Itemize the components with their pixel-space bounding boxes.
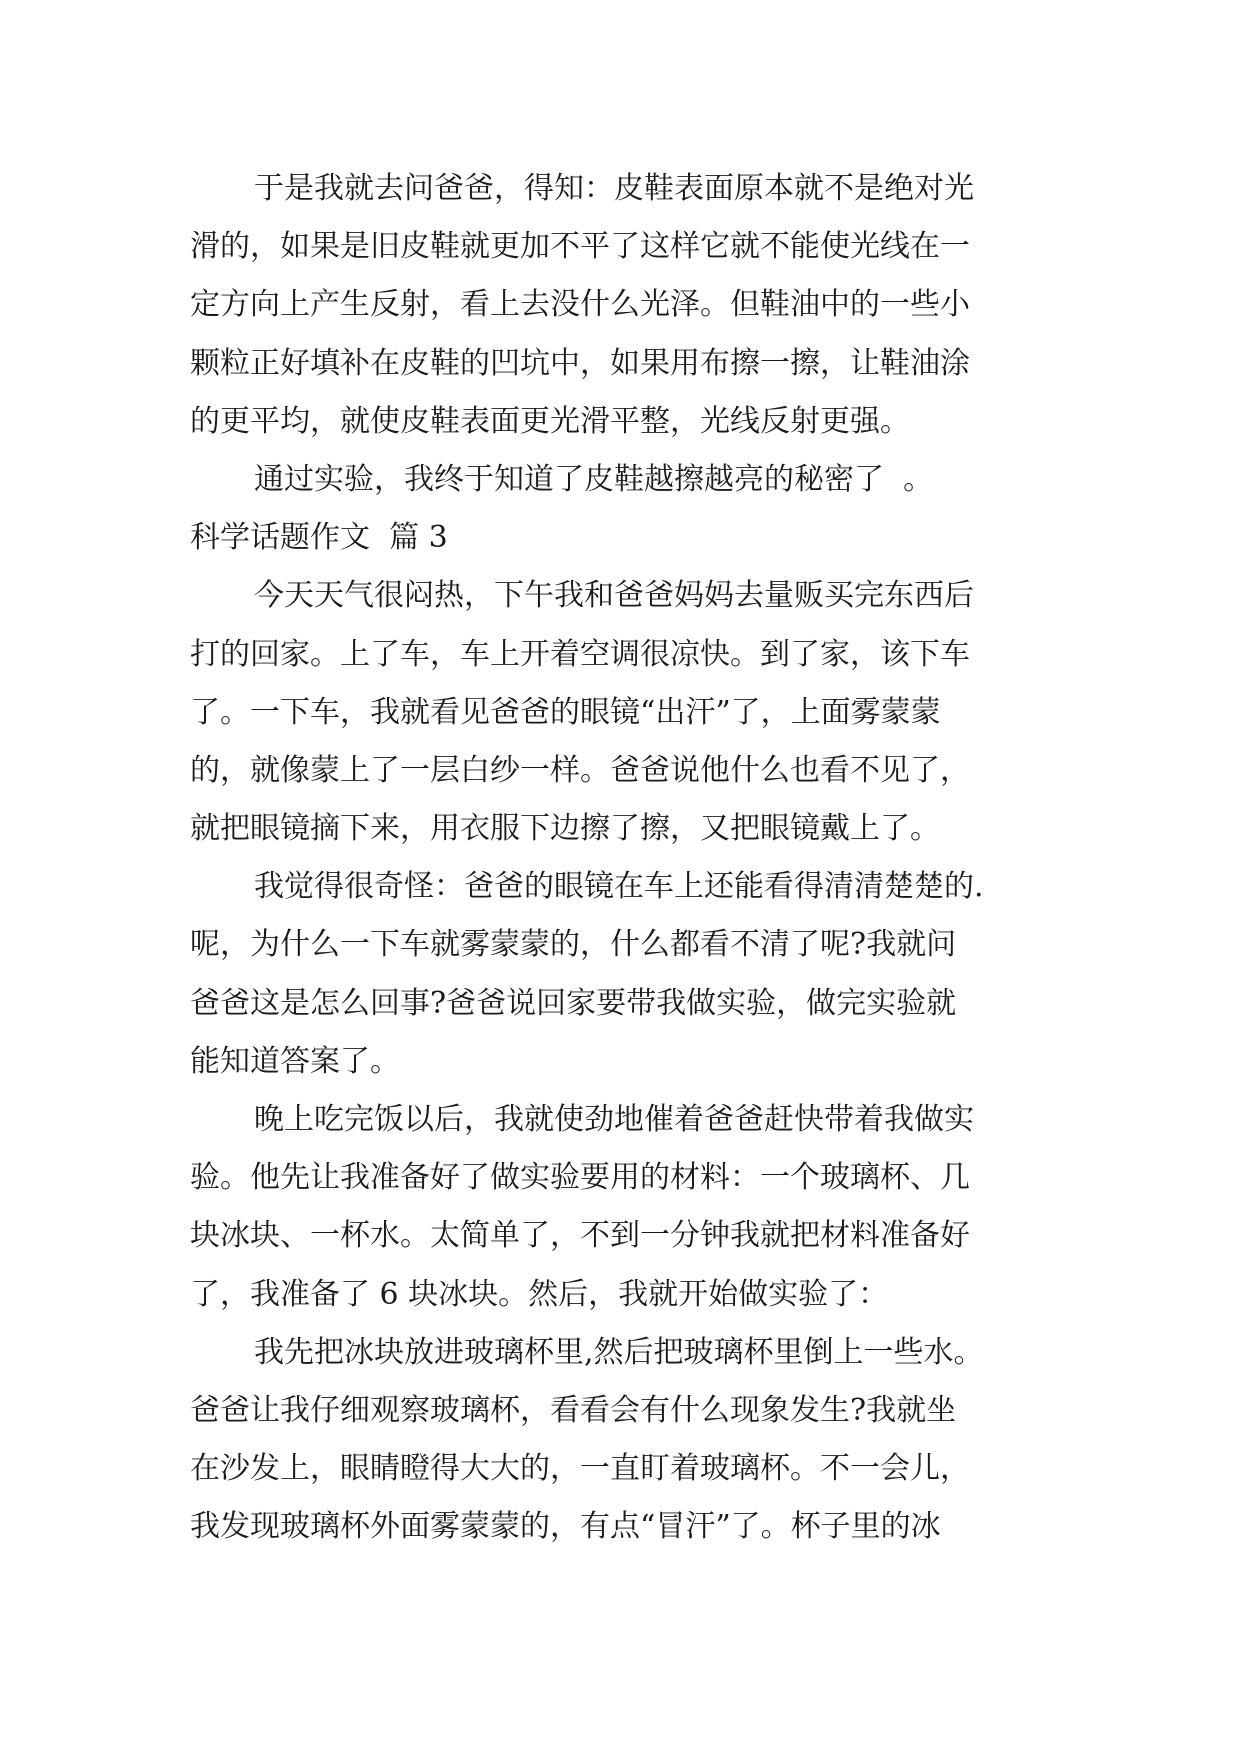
text-line: 颗粒正好填补在皮鞋的凹坑中，如果用布擦一擦，让鞋油涂 (190, 345, 970, 381)
text-line: 今天天气很闷热，下午我和爸爸妈妈去量贩买完东西后 (254, 578, 974, 614)
text-line: 呢，为什么一下车就雾蒙蒙的，什么都看不清了呢?我就问 (190, 927, 957, 963)
text-line: 就把眼镜摘下来，用衣服下边擦了擦，又把眼镜戴上了。 (190, 811, 940, 847)
text-line: 晚上吃完饭以后，我就使劲地催着爸爸赶快带着我做实 (254, 1102, 974, 1137)
text-line: 的，就像蒙上了一层白纱一样。爸爸说他什么也看不见了， (190, 752, 970, 788)
text-line: 定方向上产生反射，看上去没什么光泽。但鞋油中的一些小 (190, 287, 970, 323)
text-line: 通过实验，我终于知道了皮鞋越擦越亮的秘密了 。 (254, 461, 934, 497)
text-line: 块冰块、一杯水。太简单了，不到一分钟我就把材料准备好 (190, 1218, 970, 1254)
text-line: 我觉得很奇怪：爸爸的眼镜在车上还能看得清清楚楚的. (254, 869, 984, 905)
section-heading: 科学话题作文 篇 3 (190, 520, 448, 556)
text-line: 滑的，如果是旧皮鞋就更加不平了这样它就不能使光线在一 (190, 229, 970, 265)
text-line: 能知道答案了。 (190, 1043, 400, 1079)
text-line: 爸爸让我仔细观察玻璃杯，看看会有什么现象发生?我就坐 (190, 1392, 957, 1428)
text-line: 在沙发上，眼睛瞪得大大的，一直盯着玻璃杯。不一会儿， (190, 1451, 970, 1487)
text-line: 爸爸这是怎么回事?爸爸说回家要带我做实验，做完实验就 (190, 985, 957, 1021)
text-line: 我先把冰块放进玻璃杯里,然后把玻璃杯里倒上一些水。 (254, 1334, 984, 1370)
text-line: 验。他先让我准备好了做实验要用的材料：一个玻璃杯、几 (190, 1160, 970, 1196)
text-line: 的更平均，就使皮鞋表面更光滑平整，光线反射更强。 (190, 403, 910, 439)
text-line: 了。一下车，我就看见爸爸的眼镜“出汗”了，上面雾蒙蒙 (190, 694, 941, 730)
text-line: 于是我就去问爸爸，得知：皮鞋表面原本就不是绝对光 (254, 171, 974, 206)
text-line: 了，我准备了 6 块冰块。然后，我就开始做实验了： (190, 1276, 889, 1312)
text-line: 我发现玻璃杯外面雾蒙蒙的，有点“冒汗”了。杯子里的冰 (190, 1509, 941, 1545)
text-line: 打的回家。上了车，车上开着空调很凉快。到了家，该下车 (190, 636, 970, 672)
document-body (190, 160, 1070, 1557)
